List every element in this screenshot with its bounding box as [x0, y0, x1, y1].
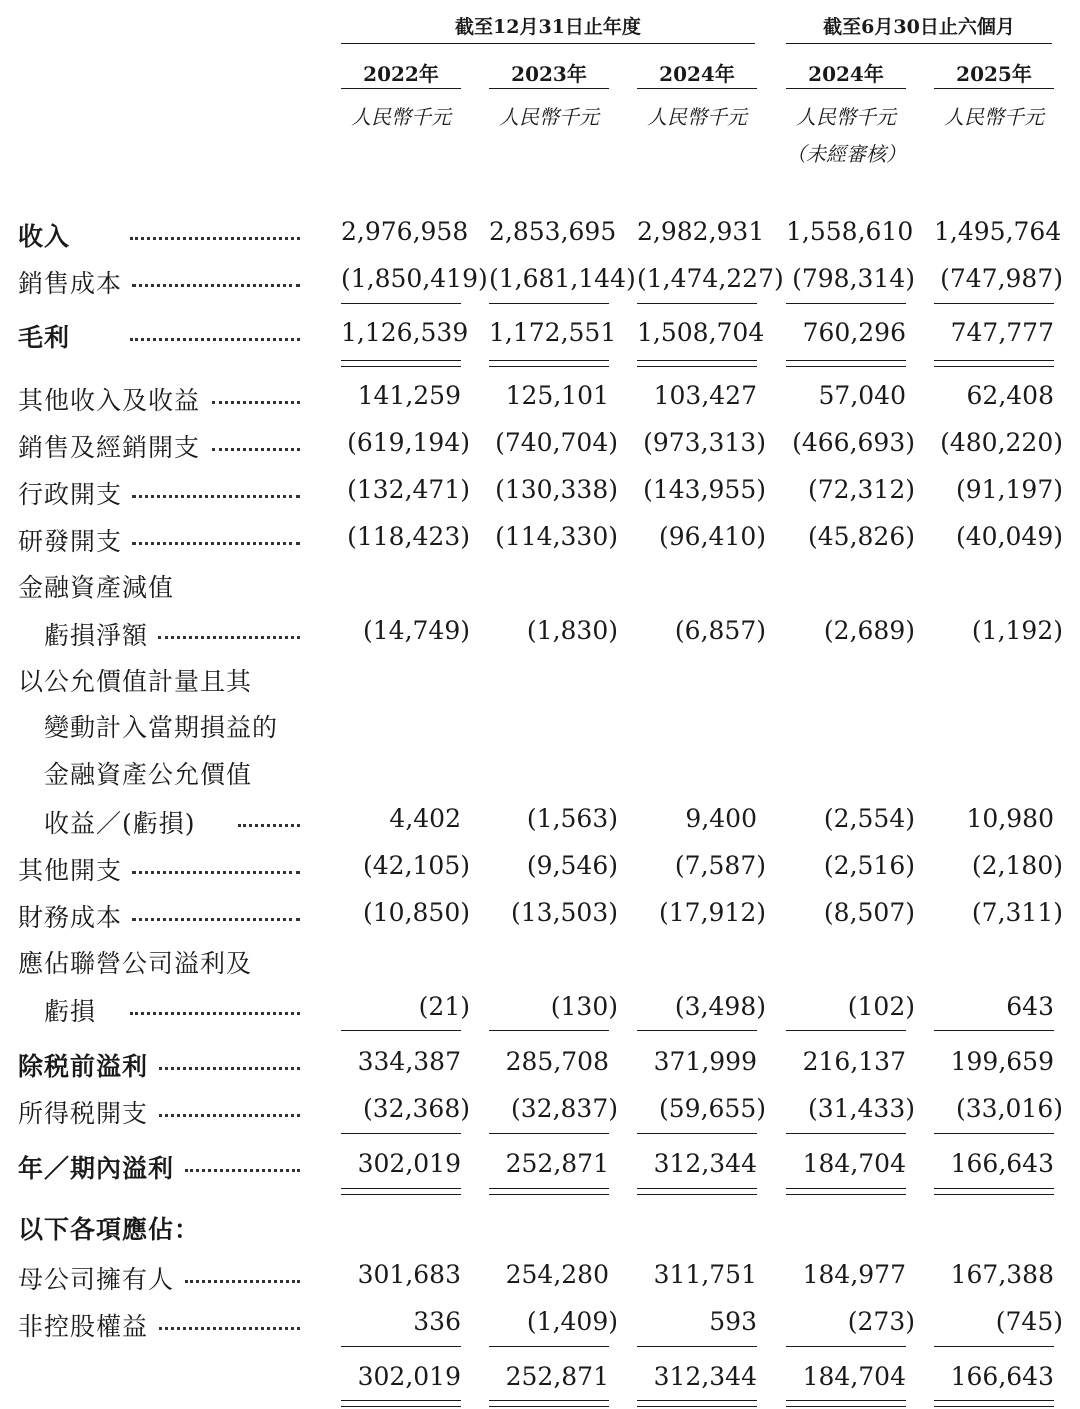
row-19-value-2: 312,344: [653, 1149, 757, 1178]
rule-total-b-0: [341, 1406, 461, 1407]
row-4-value-1: (740,704): [495, 428, 618, 457]
row-18-value-1: (32,837): [511, 1094, 618, 1123]
row-14-value-4: (7,311): [971, 898, 1063, 927]
row-0-value-1: 2,853,695: [489, 217, 617, 246]
rule-profit-a-4: [934, 1188, 1054, 1189]
row-5-value-2: (143,955): [643, 475, 766, 504]
row-1-value-3: (798,314): [792, 264, 915, 293]
row-17-value-1: 285,708: [505, 1047, 609, 1076]
row-23-value-0: 302,019: [357, 1362, 461, 1391]
rule-gp-a-1: [489, 360, 609, 361]
row-5-value-3: (72,312): [808, 475, 915, 504]
row-22-value-3: (273): [847, 1307, 915, 1336]
row-14-value-3: (8,507): [823, 898, 915, 927]
row-label-2: 毛利: [18, 323, 71, 352]
rule-total-a-4: [934, 1400, 1054, 1401]
leader-dots-6: [132, 541, 300, 545]
row-19-value-3: 184,704: [802, 1149, 906, 1178]
rule-tax-3: [786, 1133, 906, 1134]
row-2-value-3: 760,296: [802, 318, 906, 347]
header-year-1: 2023年: [511, 62, 587, 86]
rule-profit-b-4: [934, 1194, 1054, 1195]
row-1-value-1: (1,681,144): [489, 264, 636, 293]
row-label-6: 研發開支: [18, 527, 123, 556]
row-18-value-4: (33,016): [956, 1094, 1063, 1123]
row-8-value-0: (14,749): [363, 616, 470, 645]
row-23-value-3: 184,704: [802, 1362, 906, 1391]
rule-profit-a-2: [637, 1188, 757, 1189]
rule-gp-a-2: [637, 360, 757, 361]
rule-total-a-1: [489, 1400, 609, 1401]
rule-total-a-2: [637, 1400, 757, 1401]
leader-dots-18: [159, 1113, 301, 1117]
row-21-value-0: 301,683: [357, 1260, 461, 1289]
leader-dots-22: [159, 1326, 301, 1330]
row-1-value-2: (1,474,227): [637, 264, 784, 293]
row-label-13: 其他開支: [18, 856, 123, 885]
row-6-value-4: (40,049): [956, 522, 1063, 551]
rule-gp-b-3: [786, 366, 906, 367]
row-4-value-4: (480,220): [940, 428, 1063, 457]
rule-nci-4: [934, 1346, 1054, 1347]
rule-gp-a-0: [341, 360, 461, 361]
row-13-value-1: (9,546): [526, 851, 618, 880]
row-label-14: 財務成本: [18, 903, 123, 932]
row-22-value-4: (745): [995, 1307, 1063, 1336]
rule-profit-b-3: [786, 1194, 906, 1195]
leader-dots-19: [185, 1168, 300, 1172]
row-22-value-0: 336: [413, 1307, 461, 1336]
row-label-11: 金融資產公允價值: [44, 760, 253, 789]
row-label-16: 虧損: [44, 997, 97, 1026]
row-16-value-3: (102): [847, 992, 915, 1021]
header-year-3: 2024年: [808, 62, 884, 86]
row-label-22: 非控股權益: [18, 1312, 149, 1341]
row-12-value-3: (2,554): [823, 804, 915, 833]
rule-assoc-3: [786, 1030, 906, 1031]
rule-cost-2: [637, 303, 757, 304]
header-unit-4: 人民幣千元: [944, 105, 1044, 129]
row-0-value-4: 1,495,764: [934, 217, 1062, 246]
rule-profit-b-0: [341, 1194, 461, 1195]
rule-gp-b-4: [934, 366, 1054, 367]
header-group-interim: 截至6月30日止六個月: [823, 16, 1015, 38]
rule-gp-b-0: [341, 366, 461, 367]
leader-dots-3: [212, 400, 301, 404]
rule-gp-a-3: [786, 360, 906, 361]
rule-assoc-1: [489, 1030, 609, 1031]
row-4-value-0: (619,194): [347, 428, 470, 457]
row-16-value-2: (3,498): [674, 992, 766, 1021]
row-5-value-4: (91,197): [956, 475, 1063, 504]
rule-total-b-1: [489, 1406, 609, 1407]
row-label-8: 虧損淨額: [44, 621, 149, 650]
row-22-value-2: 593: [709, 1307, 757, 1336]
leader-dots-21: [185, 1279, 300, 1283]
row-13-value-0: (42,105): [363, 851, 470, 880]
rule-nci-2: [637, 1346, 757, 1347]
row-16-value-4: 643: [1006, 992, 1054, 1021]
rule-assoc-0: [341, 1030, 461, 1031]
row-23-value-2: 312,344: [653, 1362, 757, 1391]
row-17-value-2: 371,999: [653, 1047, 757, 1076]
rule-assoc-2: [637, 1030, 757, 1031]
header-unit-0: 人民幣千元: [351, 105, 451, 129]
leader-dots-14: [132, 917, 300, 921]
header-group-annual: 截至12月31日止年度: [455, 16, 641, 38]
row-label-21: 母公司擁有人: [18, 1265, 175, 1294]
leader-dots-0: [130, 236, 300, 240]
row-8-value-3: (2,689): [823, 616, 915, 645]
row-5-value-0: (132,471): [347, 475, 470, 504]
rule-cost-0: [341, 303, 461, 304]
row-3-value-4: 62,408: [966, 381, 1054, 410]
rule-profit-a-0: [341, 1188, 461, 1189]
header-year-rule-1: [489, 88, 609, 89]
row-19-value-0: 302,019: [357, 1149, 461, 1178]
row-label-10: 變動計入當期損益的: [44, 713, 279, 742]
leader-dots-8: [158, 635, 300, 639]
rule-gp-a-4: [934, 360, 1054, 361]
row-label-19: 年／期內溢利: [18, 1154, 175, 1183]
row-21-value-2: 311,751: [653, 1260, 757, 1289]
rule-tax-4: [934, 1133, 1054, 1134]
header-year-2: 2024年: [659, 62, 735, 86]
row-2-value-1: 1,172,551: [489, 318, 617, 347]
row-14-value-1: (13,503): [511, 898, 618, 927]
rule-profit-a-3: [786, 1188, 906, 1189]
row-2-value-2: 1,508,704: [637, 318, 765, 347]
leader-dots-5: [132, 494, 300, 498]
rule-total-a-3: [786, 1400, 906, 1401]
row-17-value-0: 334,387: [357, 1047, 461, 1076]
row-2-value-0: 1,126,539: [341, 318, 469, 347]
row-16-value-0: (21): [418, 992, 470, 1021]
row-14-value-2: (17,912): [659, 898, 766, 927]
row-label-20: 以下各項應佔：: [18, 1215, 201, 1244]
rule-total-a-0: [341, 1400, 461, 1401]
row-6-value-1: (114,330): [495, 522, 618, 551]
rule-profit-b-1: [489, 1194, 609, 1195]
row-0-value-0: 2,976,958: [341, 217, 469, 246]
header-group-interim-rule: [786, 43, 1052, 44]
rule-gp-b-1: [489, 366, 609, 367]
row-14-value-0: (10,850): [363, 898, 470, 927]
row-18-value-0: (32,368): [363, 1094, 470, 1123]
leader-dots-4: [212, 447, 301, 451]
row-4-value-3: (466,693): [792, 428, 915, 457]
row-3-value-2: 103,427: [653, 381, 757, 410]
row-label-7: 金融資產減值: [18, 573, 175, 602]
row-0-value-2: 2,982,931: [637, 217, 765, 246]
row-13-value-4: (2,180): [971, 851, 1063, 880]
row-6-value-3: (45,826): [808, 522, 915, 551]
row-3-value-1: 125,101: [505, 381, 609, 410]
rule-tax-2: [637, 1133, 757, 1134]
rule-total-b-3: [786, 1406, 906, 1407]
row-label-9: 以公允價值計量且其: [18, 667, 253, 696]
row-12-value-0: 4,402: [389, 804, 461, 833]
rule-assoc-4: [934, 1030, 1054, 1031]
row-21-value-3: 184,977: [802, 1260, 906, 1289]
row-19-value-4: 166,643: [950, 1149, 1054, 1178]
row-22-value-1: (1,409): [526, 1307, 618, 1336]
row-16-value-1: (130): [550, 992, 618, 1021]
rule-profit-b-2: [637, 1194, 757, 1195]
rule-cost-4: [934, 303, 1054, 304]
row-8-value-2: (6,857): [674, 616, 766, 645]
row-18-value-3: (31,433): [808, 1094, 915, 1123]
rule-nci-1: [489, 1346, 609, 1347]
row-23-value-1: 252,871: [505, 1362, 609, 1391]
rule-gp-b-2: [637, 366, 757, 367]
header-year-rule-2: [637, 88, 757, 89]
rule-tax-0: [341, 1133, 461, 1134]
row-5-value-1: (130,338): [495, 475, 618, 504]
header-year-rule-3: [786, 88, 906, 89]
row-12-value-1: (1,563): [526, 804, 618, 833]
row-23-value-4: 166,643: [950, 1362, 1054, 1391]
row-1-value-4: (747,987): [940, 264, 1063, 293]
header-unit-2: 人民幣千元: [647, 105, 747, 129]
leader-dots-16: [130, 1011, 300, 1015]
row-label-3: 其他收入及收益: [18, 386, 201, 415]
row-13-value-2: (7,587): [674, 851, 766, 880]
header-group-annual-rule: [341, 43, 755, 44]
leader-dots-13: [132, 870, 300, 874]
header-unit-1: 人民幣千元: [499, 105, 599, 129]
row-17-value-3: 216,137: [802, 1047, 906, 1076]
header-unaudited: （未經審核）: [786, 142, 906, 166]
rule-profit-a-1: [489, 1188, 609, 1189]
row-label-12: 收益／(虧損): [44, 809, 196, 838]
row-2-value-4: 747,777: [950, 318, 1054, 347]
row-18-value-2: (59,655): [659, 1094, 766, 1123]
row-6-value-2: (96,410): [659, 522, 766, 551]
row-label-1: 銷售成本: [18, 269, 123, 298]
rule-cost-1: [489, 303, 609, 304]
row-label-4: 銷售及經銷開支: [18, 433, 201, 462]
row-8-value-1: (1,830): [526, 616, 618, 645]
row-12-value-2: 9,400: [685, 804, 757, 833]
leader-dots-12: [238, 823, 301, 827]
row-label-0: 收入: [18, 222, 71, 251]
row-label-5: 行政開支: [18, 480, 123, 509]
row-17-value-4: 199,659: [950, 1047, 1054, 1076]
header-year-4: 2025年: [956, 62, 1032, 86]
row-1-value-0: (1,850,419): [341, 264, 488, 293]
row-8-value-4: (1,192): [971, 616, 1063, 645]
rule-tax-1: [489, 1133, 609, 1134]
row-19-value-1: 252,871: [505, 1149, 609, 1178]
header-unit-3: 人民幣千元: [796, 105, 896, 129]
row-21-value-1: 254,280: [505, 1260, 609, 1289]
header-year-rule-4: [934, 88, 1054, 89]
rule-nci-0: [341, 1346, 461, 1347]
rule-nci-3: [786, 1346, 906, 1347]
leader-dots-1: [132, 283, 300, 287]
leader-dots-2: [130, 337, 300, 341]
leader-dots-17: [159, 1066, 301, 1070]
row-6-value-0: (118,423): [347, 522, 470, 551]
row-3-value-3: 57,040: [818, 381, 906, 410]
rule-total-b-4: [934, 1406, 1054, 1407]
header-year-rule-0: [341, 88, 461, 89]
row-label-15: 應佔聯營公司溢利及: [18, 949, 253, 978]
row-3-value-0: 141,259: [357, 381, 461, 410]
row-0-value-3: 1,558,610: [786, 217, 914, 246]
rule-cost-3: [786, 303, 906, 304]
row-label-18: 所得税開支: [18, 1099, 149, 1128]
header-year-0: 2022年: [363, 62, 439, 86]
rule-total-b-2: [637, 1406, 757, 1407]
row-13-value-3: (2,516): [823, 851, 915, 880]
row-4-value-2: (973,313): [643, 428, 766, 457]
row-12-value-4: 10,980: [966, 804, 1054, 833]
row-21-value-4: 167,388: [950, 1260, 1054, 1289]
row-label-17: 除税前溢利: [18, 1052, 149, 1081]
